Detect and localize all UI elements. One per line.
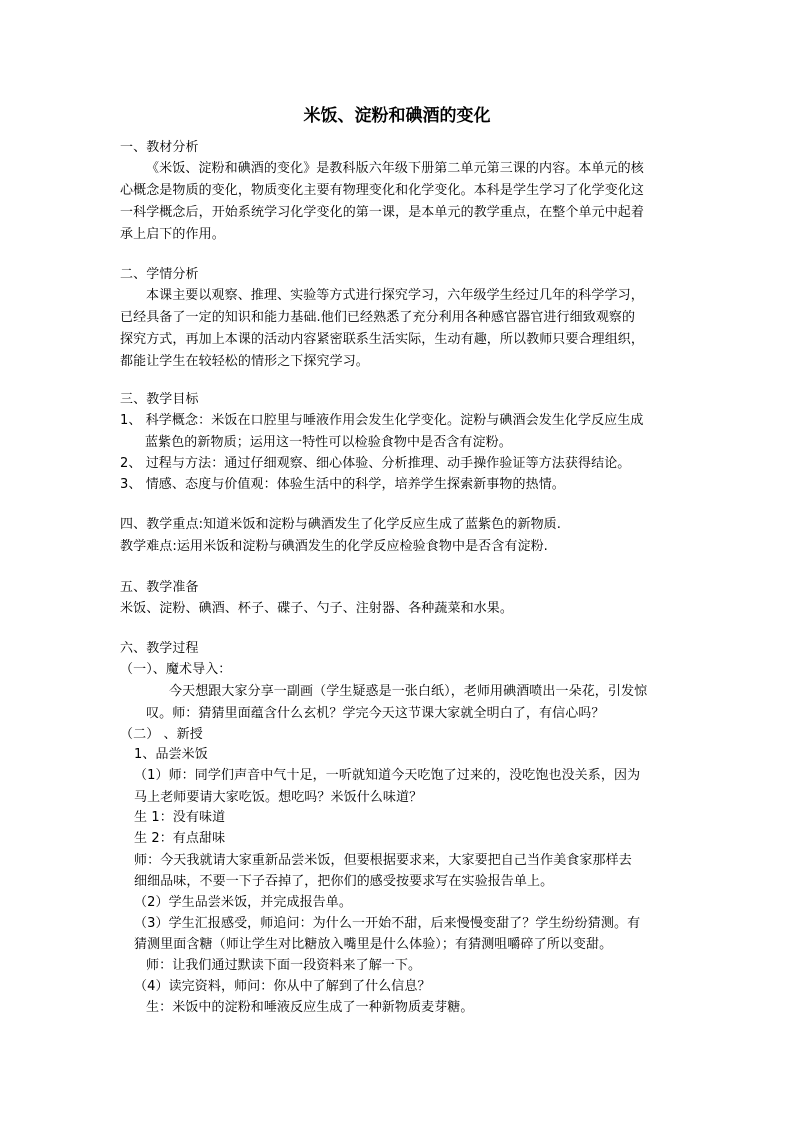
section-heading-teaching-goals: 三、教学目标 — [120, 392, 199, 407]
paragraph-line: 细细品味，不要一下子吞掉了，把你们的感受按要求写在实验报告单上。 — [134, 874, 554, 889]
paragraph-line: 一科学概念后，开始系统学习化学变化的第一课，是本单元的教学重点，在整个单元中起着 — [120, 205, 645, 220]
goal-item: 2、 过程与方法：通过仔细观察、细心体验、分析推理、动手操作验证等方法获得结论。 — [120, 456, 631, 471]
subsection-heading: （一）、魔术导入： — [120, 662, 232, 677]
paragraph-line: （2）学生品尝米饭，并完成报告单。 — [134, 895, 352, 910]
goal-item: 1、 科学概念：米饭在口腔里与唾液作用会发生化学变化。淀粉与碘酒会发生化学反应生成 — [120, 413, 644, 428]
paragraph-line: 已经具备了一定的知识和能力基础.他们已经熟悉了充分利用各种感官器官进行细致观察的 — [120, 310, 636, 325]
step-heading: 1、品尝米饭 — [134, 747, 208, 762]
subsection-heading: （二） 、新授 — [120, 727, 203, 742]
difficulties-line: 教学难点:运用米饭和淀粉与碘酒发生的化学反应检验食物中是否含有淀粉. — [120, 539, 548, 554]
paragraph-line: 本课主要以观察、推理、实验等方式进行探究学习，六年级学生经过几年的科学学习， — [146, 288, 644, 303]
paragraph-line: 都能让学生在较轻松的情形之下探究学习。 — [120, 354, 369, 369]
paragraph-line: 今天想跟大家分享一副画（学生疑惑是一张白纸），老师用碘酒喷出一朵花，引发惊 — [169, 684, 648, 699]
section-heading-textbook-analysis: 一、教材分析 — [120, 140, 199, 155]
paragraph-line: 心概念是物质的变化，物质变化主要有物理变化和化学变化。本科是学生学习了化学变化这 — [120, 183, 645, 198]
paragraph-line: 师：今天我就请大家重新品尝米饭，但要根据要求来，大家要把自己当作美食家那样去 — [134, 853, 632, 868]
paragraph-line: 马上老师要请大家吃饭。想吃吗？米饭什么味道？ — [134, 790, 423, 805]
paragraph-line: （1）师：同学们声音中气十足，一听就知道今天吃饱了过来的，没吃饱也没关系，因为 — [134, 768, 641, 783]
key-points-line: 四、教学重点:知道米饭和淀粉与碘酒发生了化学反应生成了蓝紫色的新物质. — [120, 517, 562, 532]
section-heading-learner-analysis: 二、学情分析 — [120, 267, 199, 282]
document-title: 米饭、淀粉和碘酒的变化 — [303, 106, 491, 126]
paragraph-line: 《米饭、淀粉和碘酒的变化》是教科版六年级下册第二单元第三课的内容。本单元的核 — [146, 161, 644, 176]
paragraph-line: 承上启下的作用。 — [120, 227, 225, 242]
materials-line: 米饭、淀粉、碘酒、杯子、碟子、勺子、注射器、各种蔬菜和水果。 — [120, 601, 514, 616]
paragraph-line: 探究方式，再加上本课的活动内容紧密联系生活实际，生动有趣，所以教师只要合理组织， — [120, 332, 645, 347]
section-heading-teaching-prep: 五、教学准备 — [120, 580, 199, 595]
paragraph-line: 叹。师：猜猜里面蕴含什么玄机？学完今天这节课大家就全明白了，有信心吗？ — [146, 706, 605, 721]
paragraph-line: 师：让我们通过默读下面一段资料来了解一下。 — [146, 958, 422, 973]
goal-item-continued: 蓝紫色的新物质；运用这一特性可以检验食物中是否含有淀粉。 — [145, 435, 512, 450]
goal-item: 3、 情感、态度与价值观：体验生活中的科学，培养学生探索新事物的热情。 — [120, 477, 565, 492]
paragraph-line: 猜测里面含糖（师让学生对比糖放入嘴里是什么体验）；有猜测咀嚼碎了所以变甜。 — [134, 937, 613, 952]
paragraph-line: （3）学生汇报感受，师追问：为什么一开始不甜，后来慢慢变甜了？学生纷纷猜测。有 — [134, 916, 641, 931]
dialogue-line: 生 2：有点甜味 — [134, 831, 226, 846]
section-heading-teaching-process: 六、教学过程 — [120, 641, 199, 656]
paragraph-line: 生：米饭中的淀粉和唾液反应生成了一种新物质麦芽糖。 — [146, 1000, 474, 1015]
paragraph-line: （4）读完资料，师问：你从中了解到了什么信息？ — [134, 979, 431, 994]
dialogue-line: 生 1：没有味道 — [134, 810, 226, 825]
